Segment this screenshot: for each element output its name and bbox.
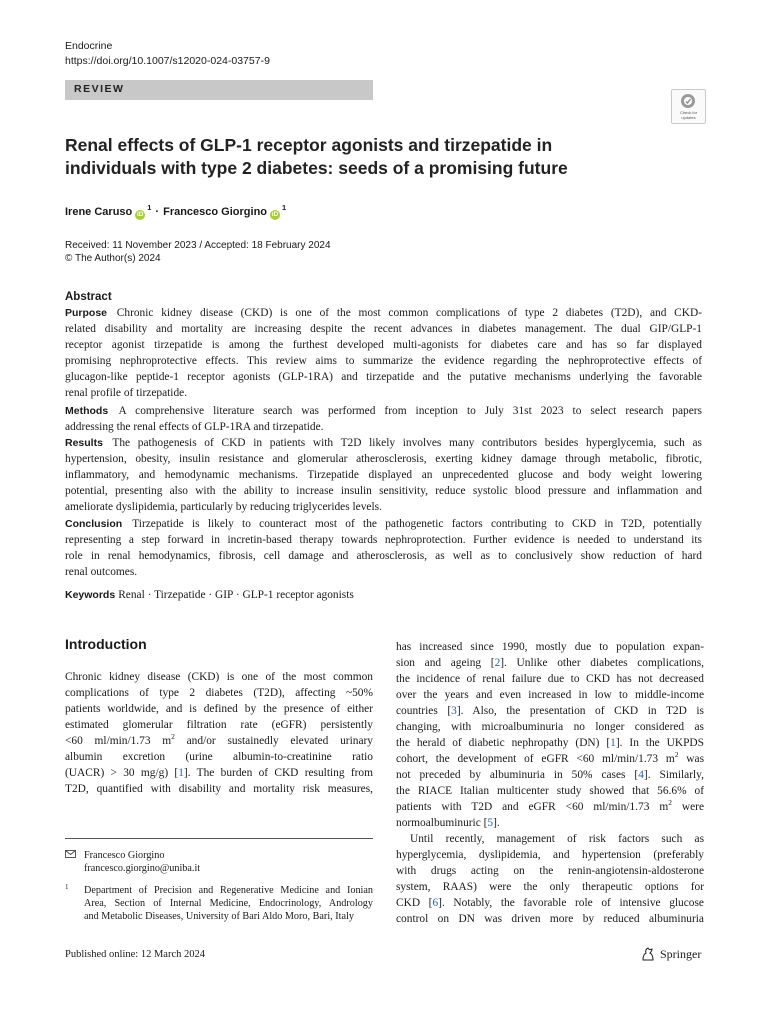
publisher-logo: [640, 947, 701, 962]
keyword: Tirzepatide: [154, 589, 206, 601]
body-text-line: Until recently, management of risk factors such as: [410, 833, 704, 845]
affiliation-line: Area, Section of Internal Medicine, Endocrinology, Andrology: [84, 898, 373, 909]
keyword: GIP: [215, 589, 233, 601]
body-text-line: T2D, quantified with disability and mortality risk measures,: [65, 783, 373, 795]
body-text-line: complications of type 2 diabetes (T2D), affecting ~50%: [65, 687, 373, 699]
body-text-line: cohort, the development of eGFR <60 ml/min/1.73 $m^2$ was: [396, 750, 705, 765]
mail-icon: [65, 850, 76, 858]
citation-link[interactable]: 1: [610, 737, 616, 749]
orcid-icon[interactable]: iD: [271, 211, 279, 218]
body-text-line: over the years and even increased in low to middle-income: [396, 689, 704, 701]
body-text-line: the incidence of renal failure due to CKD has not decreased: [396, 673, 704, 685]
abstract-line: inflammatory, and hemodynamic mechanisms. Tirzepatide displayed an unprecedented glucose and body weight lowering: [65, 469, 702, 481]
abstract-line: renal profile of tirzepatide.: [65, 387, 188, 399]
body-text-line: the RIACE Italian multicenter study showed that 56.6% of: [396, 785, 704, 797]
article-type-label: REVIEW: [74, 83, 125, 95]
body-text-line: system, RAAS) were the only therapeutic options for: [396, 881, 704, 893]
body-text-line: patients worldwide, and is defined by the presence of either: [65, 703, 373, 715]
keyword: GLP-1 receptor agonists: [242, 589, 354, 601]
body-text-line: has increased since 1990, mostly due to population expan-: [396, 641, 704, 653]
body-text-line: hyperglycemia, dyslipidemia, and hypertension (preferably: [396, 849, 704, 861]
body-text-line: normoalbuminuric [5].: [396, 817, 500, 829]
affiliation-line: Department of Precision and Regenerative Medicine and Ionian: [84, 885, 373, 896]
author-name[interactable]: Irene Caruso: [65, 206, 133, 218]
keyword-separator: ·: [144, 589, 155, 601]
abstract-results: [65, 435, 702, 515]
citation-link[interactable]: 6: [432, 897, 439, 909]
abstract-line: renal outcomes.: [65, 566, 138, 578]
abstract-line: hypertension, obesity, insulin resistance and glomerular atherosclerosis, exerting kidney damage through metabolic, fibrotic,: [65, 453, 702, 465]
corresponding-author-email[interactable]: francesco.giorgino@uniba.it: [84, 863, 201, 874]
title-line: Renal effects of GLP-1 receptor agonists and tirzepatide in: [65, 135, 553, 155]
title-line: individuals with type 2 diabetes: seeds of a promising future: [65, 158, 568, 178]
abstract-section-label: Results: [65, 437, 103, 449]
citation-link[interactable]: 3: [451, 705, 457, 717]
publisher-name: Springer: [660, 947, 702, 961]
abstract-line: promising nephroprotective effects. This review aims to summarize the evidence regarding the nephroprotective effects of: [65, 355, 702, 367]
body-text-line: patients with T2D and eGFR <60 ml/min/1.73 $m^2$ were: [396, 798, 704, 813]
keywords-list: [118, 589, 354, 601]
abstract-methods: [65, 403, 702, 435]
abstract-line: representing a step forward in incretin-based therapy towards nephroprotection. Further evidence is needed to understand its: [65, 534, 702, 546]
footnote-divider: [65, 838, 373, 839]
body-text-line: (UACR) > 30 mg/g) [1]. The burden of CKD resulting from: [65, 767, 373, 779]
copyright-notice: © The Author(s) 2024: [65, 253, 161, 264]
introduction-left-column: [65, 669, 373, 797]
body-text-line: estimated glomerular filtration rate (eGFR) persistently: [65, 719, 373, 731]
keywords: [65, 589, 354, 601]
abstract-purpose: [65, 305, 702, 401]
body-text-line: albumin excretion (urine albumin-to-creatinine ratio: [65, 751, 373, 763]
body-text-line: sion and ageing [2]. Unlike other diabetes complications,: [396, 657, 704, 669]
author-affiliation-marker: 1: [147, 203, 152, 212]
body-text-line: control on DN was driven more by reduced albuminuria: [396, 913, 704, 925]
introduction-heading: Introduction: [65, 636, 147, 652]
abstract-line: Purpose Chronic kidney disease (CKD) is one of the most common complications of type 2 diabetes (T2D), and CKD-: [65, 307, 702, 319]
citation-link[interactable]: 4: [638, 769, 644, 781]
superscript: 2: [668, 798, 672, 807]
citation-link[interactable]: 1: [178, 767, 184, 779]
keyword: Renal: [118, 589, 145, 601]
orcid-icon[interactable]: iD: [137, 211, 144, 218]
author-affiliation-marker: 1: [282, 203, 287, 212]
author-list: [65, 203, 286, 220]
abstract-line: related disability and mortality are increasing despite the recent advances in diabetes management. The dual GIP/GLP-1: [65, 323, 702, 335]
abstract-line: role in renal hemodynamics, fibrosis, cell damage and atherosclerosis, as well as to conclusively show reduction of hard: [65, 550, 702, 562]
keywords-label: Keywords: [65, 589, 116, 601]
body-text-line: changing, with microalbuminuria no longer considered as: [396, 721, 704, 733]
abstract-line: glucagon-like peptide-1 receptor agonists (GLP-1RA) and tirzepatide and the putative mechanisms underlying the favorable: [65, 371, 702, 383]
abstract-line: Methods A comprehensive literature search was performed from inception to July 31st 2023 to select research papers: [65, 405, 702, 417]
citation-link[interactable]: 2: [494, 657, 501, 669]
body-text-line: with drugs acting on the renin-angiotensin-aldosterone: [396, 865, 704, 877]
body-text-line: Chronic kidney disease (CKD) is one of the most common: [65, 671, 373, 683]
article-title: [65, 134, 625, 180]
article-type-banner: [65, 80, 373, 100]
springer-horse-icon: [640, 947, 656, 961]
abstract-line: ameliorate dyslipidemia, particularly by reducing triglycerides levels.: [65, 501, 382, 513]
abstract-line: Conclusion Tirzepatide is likely to counteract most of the pathogenetic factors contributing to CKD in T2D, potentially: [65, 518, 702, 530]
superscript: 2: [171, 732, 175, 741]
affiliation-number: 1: [65, 883, 69, 891]
keyword-separator: ·: [232, 589, 243, 601]
abstract-line: addressing the renal effects of GLP-1RA and tirzepatide.: [65, 421, 324, 433]
abstract-section-label: Methods: [65, 405, 109, 417]
body-text-line: CKD [6]. Notably, the favorable role of intensive glucose: [396, 897, 704, 909]
doi-link[interactable]: https://doi.org/10.1007/s12020-024-03757-9: [65, 55, 270, 67]
keyword-separator: ·: [205, 589, 216, 601]
body-text-line: <60 ml/min/1.73 $m^2$ and/or sustainedly elevated urinary: [65, 732, 373, 747]
body-text-line: the herald of diabetic nephropathy (DN) [1]. In the UKPDS: [396, 737, 704, 749]
abstract-conclusion: [65, 516, 702, 580]
check-for-updates-icon: [680, 93, 696, 109]
check-for-updates-badge[interactable]: [671, 89, 706, 124]
received-accepted-dates: Received: 11 November 2023 / Accepted: 18 February 2024: [65, 240, 331, 251]
abstract-line: potential, presenting also with the ability to increase insulin sensitivity, reduce systolic blood pressure and inflammation and: [65, 485, 702, 497]
journal-name: Endocrine: [65, 40, 113, 52]
abstract-section-label: Conclusion: [65, 518, 123, 530]
introduction-right-column: [396, 639, 704, 927]
author-name[interactable]: Francesco Giorgino: [163, 206, 268, 218]
abstract-line: Results The pathogenesis of CKD in patients with T2D likely involves many contributors besides hyperglycemia, such as: [65, 437, 702, 449]
author-separator: ·: [155, 206, 160, 218]
superscript: 2: [674, 750, 679, 759]
body-text-line: not preceded by albuminuria in 50% cases [4]. Similarly,: [396, 769, 704, 781]
abstract-section-label: Purpose: [65, 307, 108, 319]
body-text-line: countries [3]. Also, the presentation of CKD in T2D is: [396, 705, 704, 717]
citation-link[interactable]: 5: [487, 817, 494, 829]
affiliation-line: and Metabolic Diseases, University of Bari Aldo Moro, Bari, Italy: [84, 911, 354, 922]
published-online-date: Published online: 12 March 2024: [65, 949, 205, 960]
abstract-heading: Abstract: [65, 291, 112, 303]
check-for-updates-text: Check for updates: [679, 110, 698, 120]
corresponding-author-name: Francesco Giorgino: [84, 850, 165, 861]
abstract-line: receptor agonist tirzepatide is among the furthest developed multi-agonists for diabetes care and has so far displayed: [65, 339, 702, 351]
